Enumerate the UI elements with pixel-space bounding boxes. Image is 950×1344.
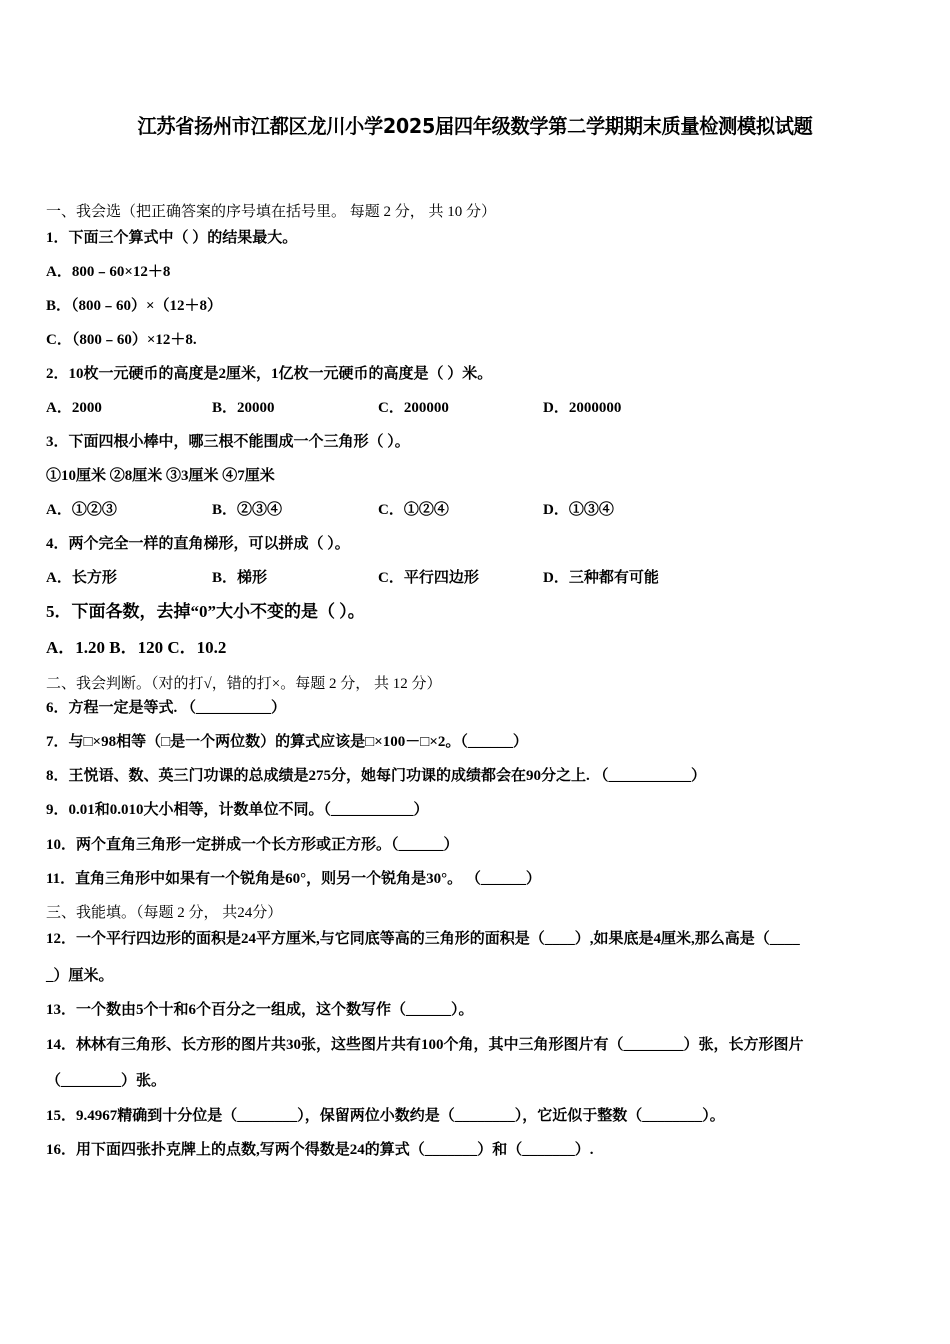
question-2-option-a: A．2000 — [46, 400, 102, 416]
question-3-option-a: A．①②③ — [46, 502, 117, 518]
question-3-option-b: B．②③④ — [212, 502, 283, 518]
question-14-line-1: 14．林林有三角形、长方形的图片共30张，这些图片共有100个角，其中三角形图片有（________）张，长方形图片 — [46, 1037, 804, 1053]
question-13: 13．一个数由5个十和6个百分之一组成，这个数写作（______）。 — [46, 1002, 474, 1018]
question-7: 7．与□×98相等（□是一个两位数）的算式应该是□×100－□×2。（______） — [46, 734, 528, 750]
question-16: 16．用下面四张扑克牌上的点数,写两个得数是24的算式（_______）和（_______）. — [46, 1142, 594, 1158]
question-4-option-a: A．长方形 — [46, 570, 117, 586]
question-4-option-d: D．三种都有可能 — [543, 570, 659, 586]
question-2-option-b: B．20000 — [212, 400, 275, 416]
question-15: 15．9.4967精确到十分位是（________），保留两位小数约是（________），它近似于整数（________）。 — [46, 1108, 725, 1124]
section-header-fill-in: 三、我能填。（每题 2 分， 共24分） — [46, 905, 283, 921]
question-5-options: A．1.20 B．120 C．10.2 — [46, 638, 227, 657]
question-6: 6．方程一定是等式. （__________） — [46, 700, 287, 716]
question-2-stem: 2．10枚一元硬币的高度是2厘米，1亿枚一元硬币的高度是（ ）米。 — [46, 366, 493, 382]
question-1-option-c: C．（800﹣60）×12＋8. — [46, 332, 197, 348]
question-12-line-2: _）厘米。 — [46, 968, 114, 984]
question-5-stem: 5．下面各数，去掉“0”大小不变的是（ ）。 — [46, 602, 365, 621]
question-1-stem: 1．下面三个算式中（ ）的结果最大。 — [46, 230, 298, 246]
section-header-true-false: 二、我会判断。（对的打√，错的打×。每题 2 分， 共 12 分） — [46, 676, 442, 692]
question-1-option-a: A．800﹣60×12＋8 — [46, 264, 171, 280]
question-14-line-2: （________）张。 — [46, 1073, 167, 1089]
question-9: 9．0.01和0.010大小相等，计数单位不同。（___________） — [46, 802, 429, 818]
question-3-stem: 3．下面四根小棒中，哪三根不能围成一个三角形（ ）。 — [46, 434, 410, 450]
question-1-option-b: B．（800﹣60）×（12＋8） — [46, 298, 223, 314]
question-11: 11．直角三角形中如果有一个锐角是60°，则另一个锐角是30°。 （______） — [46, 871, 541, 887]
question-12-line-1: 12．一个平行四边形的面积是24平方厘米,与它同底等高的三角形的面积是（____）,如果底是4厘米,那么高是（____ — [46, 931, 800, 947]
exam-title: 江苏省扬州市江都区龙川小学2025届四年级数学第二学期期末质量检测模拟试题 — [137, 114, 813, 138]
question-4-stem: 4．两个完全一样的直角梯形，可以拼成（ ）。 — [46, 536, 350, 552]
question-2-option-d: D．2000000 — [543, 400, 622, 416]
question-2-option-c: C．200000 — [378, 400, 449, 416]
question-3-sticks: ①10厘米 ②8厘米 ③3厘米 ④7厘米 — [46, 468, 275, 484]
question-3-option-c: C．①②④ — [378, 502, 449, 518]
question-3-option-d: D．①③④ — [543, 502, 614, 518]
question-4-option-b: B．梯形 — [212, 570, 268, 586]
question-10: 10．两个直角三角形一定拼成一个长方形或正方形。（______） — [46, 837, 459, 853]
question-4-option-c: C．平行四边形 — [378, 570, 479, 586]
section-header-multiple-choice: 一、我会选（把正确答案的序号填在括号里。 每题 2 分， 共 10 分） — [46, 204, 497, 220]
question-8: 8．王悦语、数、英三门功课的总成绩是275分，她每门功课的成绩都会在90分之上. （___________） — [46, 768, 707, 784]
